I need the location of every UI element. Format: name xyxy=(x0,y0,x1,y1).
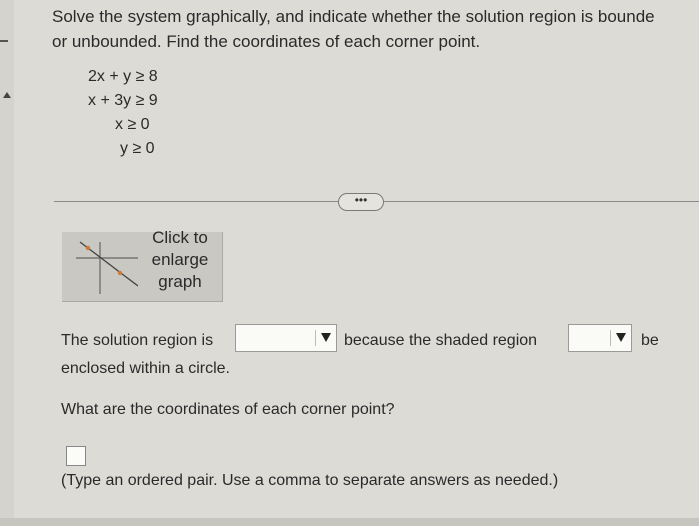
inequality-4: y ≥ 0 xyxy=(120,140,155,157)
bottom-edge xyxy=(0,518,699,526)
sentence-line-2: enclosed within a circle. xyxy=(61,360,230,377)
dropdown-arrow-icon xyxy=(616,333,626,342)
graph-thumbnail-icon xyxy=(68,236,138,294)
inequality-2: x + 3y ≥ 9 xyxy=(88,92,158,109)
scroll-up-arrow-icon[interactable] xyxy=(3,92,11,98)
question-line-2: or unbounded. Find the coordinates of each corner point. xyxy=(52,32,481,51)
select-divider xyxy=(610,330,611,346)
inequality-1: 2x + y ≥ 8 xyxy=(88,68,158,85)
answer-format-hint: (Type an ordered pair. Use a comma to separate answers as needed.) xyxy=(61,472,559,489)
bounded-select[interactable] xyxy=(235,324,337,352)
collapse-dash-icon[interactable] xyxy=(0,40,8,42)
select-divider xyxy=(315,330,316,346)
sentence-part-2: because the shaded region xyxy=(344,332,538,349)
expand-more-button[interactable]: ••• xyxy=(338,193,384,211)
enlarge-graph-button[interactable] xyxy=(62,228,223,302)
graph-label-line-1: Click to xyxy=(152,228,208,247)
can-cannot-select[interactable] xyxy=(568,324,632,352)
corner-points-prompt: What are the coordinates of each corner point? xyxy=(61,401,395,418)
left-sidebar-strip xyxy=(0,0,14,526)
question-text xyxy=(52,4,699,54)
enlarge-graph-label xyxy=(144,227,216,293)
dropdown-arrow-icon xyxy=(321,333,331,342)
inequality-3: x ≥ 0 xyxy=(115,116,150,133)
graph-label-line-3: graph xyxy=(158,272,202,291)
graph-label-line-2: enlarge xyxy=(151,250,209,269)
sentence-part-3: be xyxy=(641,332,659,349)
sentence-part-1: The solution region is xyxy=(61,332,214,349)
question-line-1: Solve the system graphically, and indicate whether the solution region is bounde xyxy=(52,7,655,26)
corner-points-answer-input[interactable] xyxy=(66,446,86,466)
